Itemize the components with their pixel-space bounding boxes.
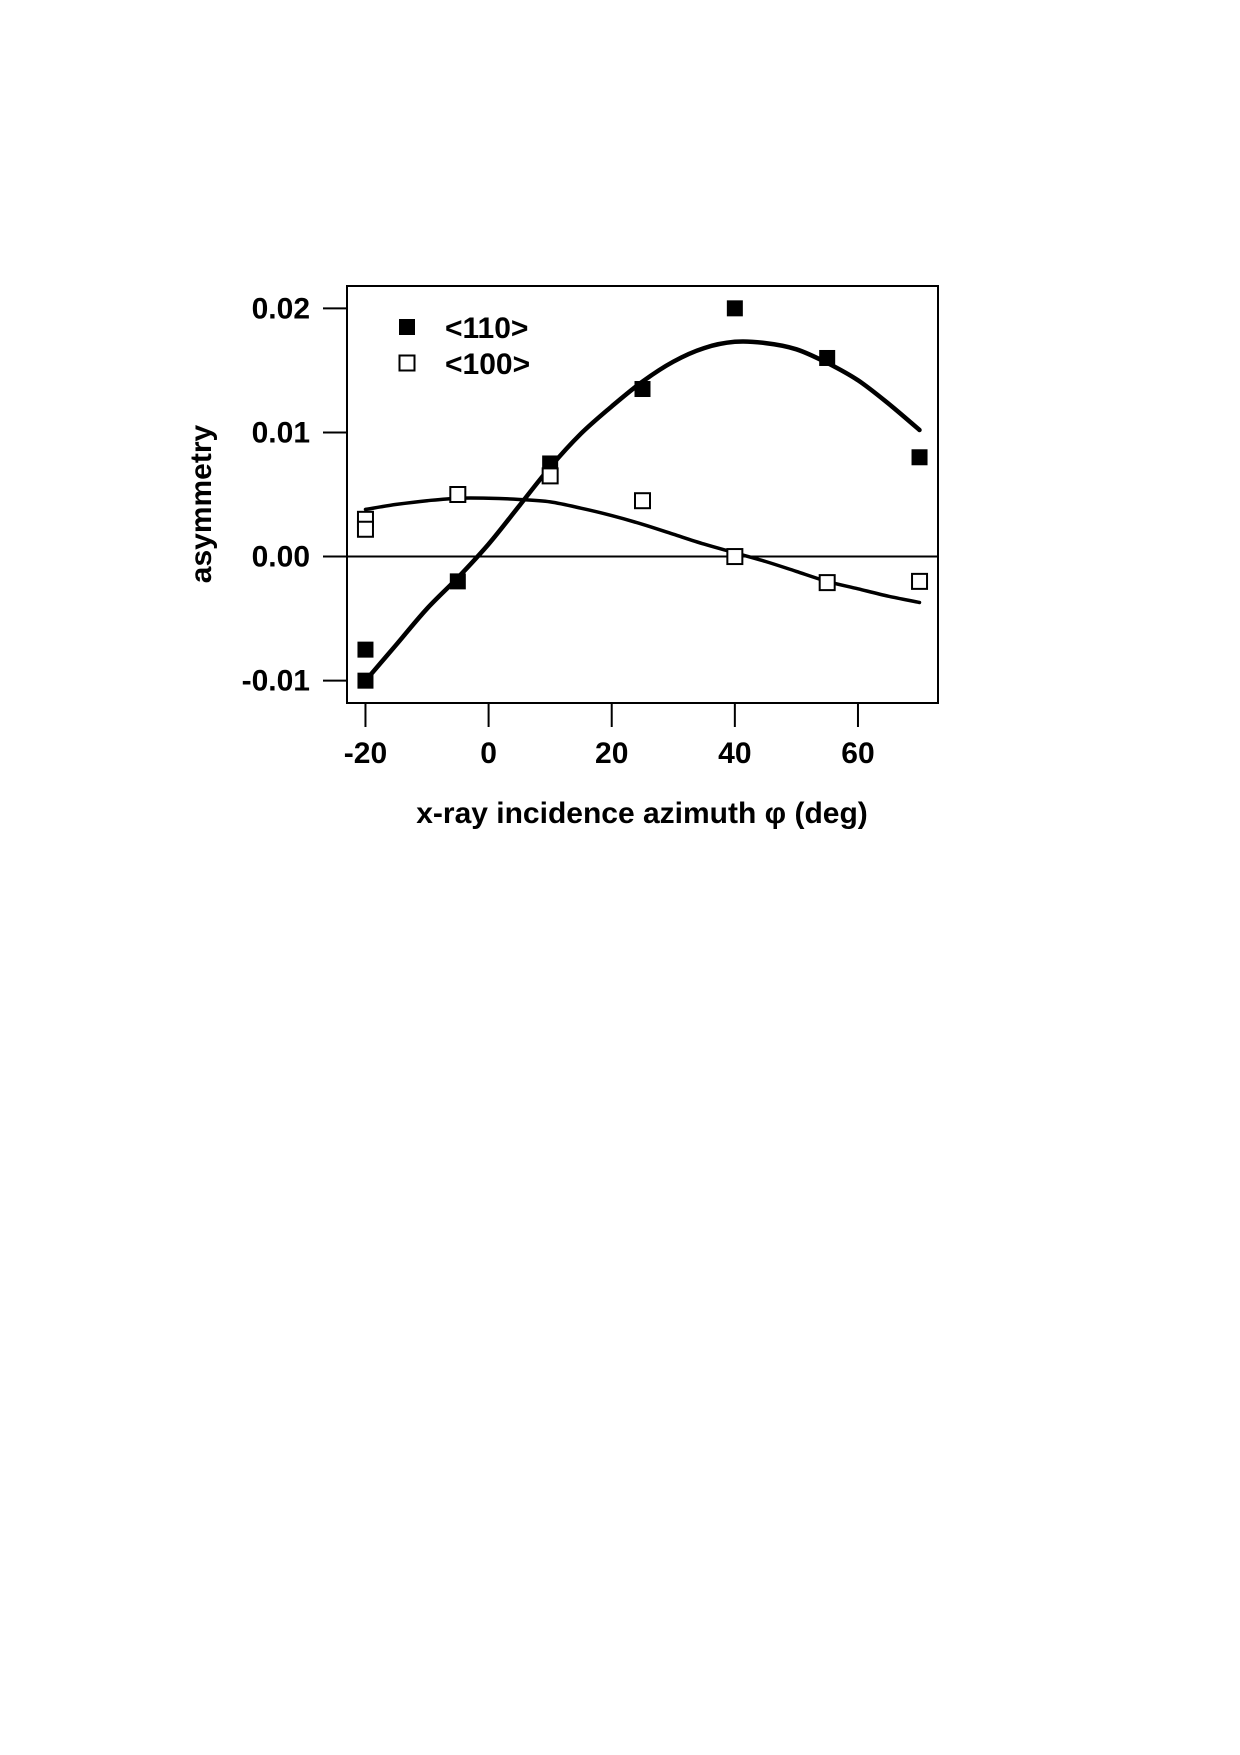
x-tick-label: 40 [718, 737, 752, 770]
x-tick-label: 60 [841, 737, 875, 770]
open-square-point-series-2 [820, 575, 835, 590]
filled-square-point-series-1 [358, 642, 373, 657]
filled-square-point-series-1 [820, 350, 835, 365]
open-square-point-series-2 [543, 468, 558, 483]
x-tick-label: -20 [343, 737, 388, 770]
open-square-point-series-2 [358, 522, 373, 537]
open-square-point-series-2 [450, 487, 465, 502]
x-tick-label: 20 [595, 737, 629, 770]
filled-square-point-series-1 [727, 301, 742, 316]
filled-square-point-series-1 [635, 382, 650, 397]
filled-square-point-series-1 [358, 673, 373, 688]
y-tick-label: -0.01 [241, 664, 310, 698]
x-axis-title: x-ray incidence azimuth φ (deg) [416, 797, 868, 830]
filled-square-point-series-1 [912, 450, 927, 465]
y-tick-label: 0.01 [251, 416, 310, 450]
y-tick-label: 0.00 [251, 540, 310, 574]
y-tick-label: 0.02 [251, 292, 310, 326]
legend-marker-series-1 [400, 320, 415, 335]
legend [400, 312, 531, 381]
data-points [358, 301, 927, 688]
y-axis-title: asymmetry [185, 424, 218, 584]
filled-square-point-series-1 [450, 574, 465, 589]
legend-marker-series-2 [400, 356, 415, 371]
axes [242, 292, 875, 770]
open-square-point-series-2 [727, 549, 742, 564]
open-square-point-series-2 [635, 493, 650, 508]
legend-label-series-2: <100> [445, 348, 531, 381]
open-square-point-series-2 [912, 574, 927, 589]
legend-label-series-1: <110> [445, 312, 529, 345]
x-tick-label: 0 [480, 737, 497, 770]
